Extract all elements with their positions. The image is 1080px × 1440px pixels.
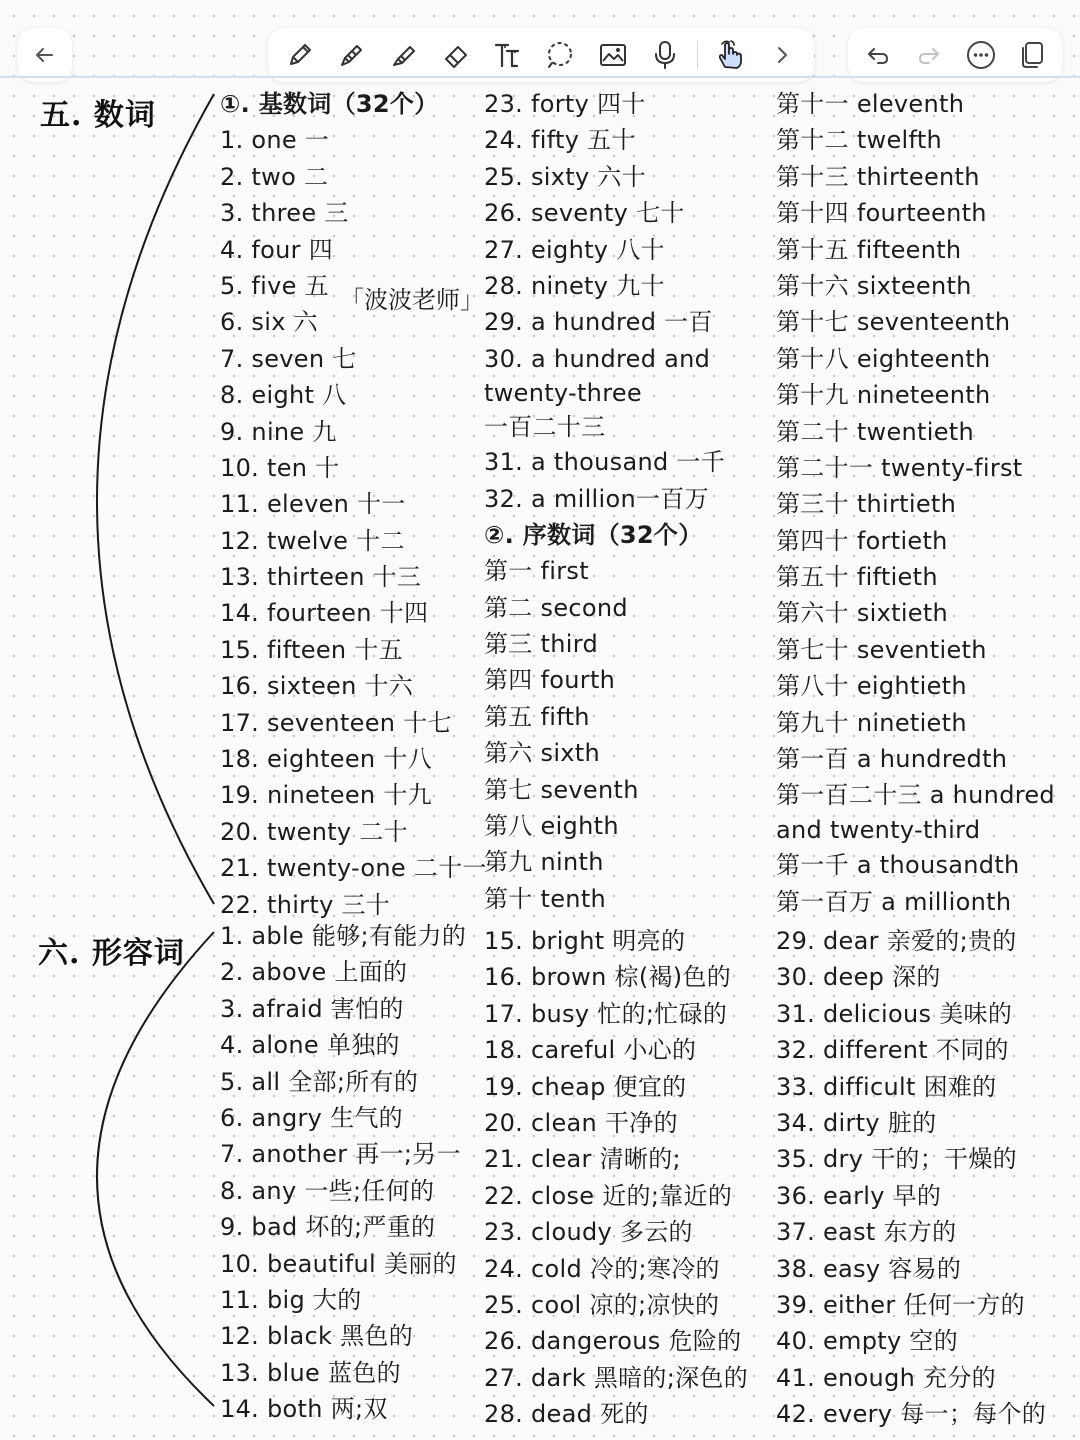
- numerals-column-2: [484, 86, 725, 917]
- touch-mode-button[interactable]: [710, 35, 750, 75]
- adjectives-column-2: [484, 923, 748, 1432]
- list-item: 28. dead 死的: [484, 1400, 649, 1429]
- pages-icon: [1017, 40, 1047, 70]
- more-button[interactable]: [961, 35, 1001, 75]
- list-item: 29. a hundred 一百: [484, 308, 713, 337]
- list-item: 42. every 每一；每个的: [776, 1400, 1047, 1429]
- eraser-icon: [440, 39, 472, 71]
- list-item: 17. busy 忙的;忙碌的: [484, 999, 728, 1028]
- list-item: 22. thirty 三十: [220, 890, 391, 919]
- image-icon: [597, 39, 629, 71]
- list-item: 31. delicious 美味的: [776, 999, 1013, 1028]
- list-item: 21. twenty-one 二十一: [220, 854, 487, 883]
- list-item: 第六十 sixtieth: [776, 599, 949, 628]
- list-item: 第十八 eighteenth: [776, 344, 991, 373]
- text-icon: [492, 39, 524, 71]
- list-item: 35. dry 干的；干燥的: [776, 1145, 1017, 1174]
- list-item: 8. eight 八: [220, 381, 347, 410]
- adjectives-heading: 六. 形容词: [38, 936, 185, 971]
- list-item: 22. close 近的;靠近的: [484, 1181, 733, 1210]
- list-item: 26. dangerous 危险的: [484, 1327, 742, 1356]
- eraser-tool-button[interactable]: [436, 35, 476, 75]
- list-item: 第九十 ninetieth: [776, 708, 967, 737]
- list-item: 1. able 能够;有能力的: [220, 922, 467, 950]
- list-item: 37. east 东方的: [776, 1218, 957, 1247]
- list-item: 34. dirty 脏的: [776, 1108, 937, 1137]
- list-item: 28. ninety 九十: [484, 271, 665, 300]
- list-item: 41. enough 充分的: [776, 1363, 996, 1392]
- numerals-column-3: [776, 86, 1055, 920]
- lasso-tool-button[interactable]: [540, 35, 580, 75]
- list-item: 14. fourteen 十四: [220, 599, 429, 628]
- list-item: 第十 tenth: [484, 884, 607, 913]
- list-item: 第一 first: [484, 557, 589, 586]
- list-item: 第七十 seventieth: [776, 635, 987, 664]
- list-item: 5. all 全部;所有的: [220, 1067, 419, 1096]
- list-item: 第八十 eightieth: [776, 672, 967, 701]
- list-item: 38. easy 容易的: [776, 1254, 962, 1283]
- list-item: 第十二 twelfth: [776, 126, 943, 155]
- top-toolbar: [0, 0, 1080, 84]
- document-actions: [848, 28, 1062, 82]
- list-item: 17. seventeen 十七: [220, 708, 452, 737]
- list-item: 16. sixteen 十六: [220, 672, 414, 701]
- list-item: 第七 seventh: [484, 775, 639, 804]
- list-item: 27. eighty 八十: [484, 235, 665, 264]
- highlighter-tool-button[interactable]: [384, 35, 424, 75]
- list-item: 2. above 上面的: [220, 958, 408, 987]
- drawing-tools: [268, 28, 814, 82]
- list-item: 36. early 早的: [776, 1181, 942, 1210]
- list-item: 30. deep 深的: [776, 963, 941, 992]
- list-item: twenty-three: [484, 379, 642, 408]
- pen-tool-button[interactable]: [280, 35, 320, 75]
- list-item: 14. both 两;双: [220, 1395, 388, 1424]
- list-item: 21. clear 清晰的;: [484, 1145, 681, 1174]
- list-item: 第三 third: [484, 630, 598, 659]
- list-item: 33. difficult 困难的: [776, 1072, 997, 1101]
- list-item: 第四 fourth: [484, 666, 616, 695]
- list-item: 第一百万 a millionth: [776, 887, 1012, 916]
- toolbar-divider: [697, 41, 698, 69]
- page-top-rule: [0, 76, 1080, 78]
- list-item: 第六 sixth: [484, 739, 601, 768]
- image-tool-button[interactable]: [593, 35, 633, 75]
- redo-button[interactable]: [909, 35, 949, 75]
- list-item: 第十六 sixteenth: [776, 271, 972, 300]
- list-item: 第一千 a thousandth: [776, 851, 1020, 880]
- list-item: 5. five 五: [220, 271, 329, 300]
- list-item: 9. bad 坏的;严重的: [220, 1213, 436, 1242]
- adjectives-brace-curve: [97, 932, 214, 1406]
- list-item: 第十九 nineteenth: [776, 381, 991, 410]
- list-item: 31. a thousand 一千: [484, 448, 726, 477]
- redo-icon: [915, 41, 943, 69]
- chevron-right-icon: [771, 44, 793, 66]
- list-item: 24. cold 冷的;寒冷的: [484, 1254, 720, 1283]
- list-item: 第九 ninth: [484, 848, 604, 877]
- list-item: 18. eighteen 十八: [220, 745, 432, 774]
- list-item: 19. cheap 便宜的: [484, 1072, 687, 1101]
- list-item: 3. afraid 害怕的: [220, 994, 404, 1023]
- list-item: 第十五 fifteenth: [776, 235, 962, 264]
- highlighter-icon: [388, 39, 420, 71]
- pen-icon: [284, 39, 316, 71]
- list-item: 12. twelve 十二: [220, 526, 405, 555]
- list-item: 13. thirteen 十三: [220, 563, 422, 592]
- undo-button[interactable]: [858, 35, 898, 75]
- marker-tool-button[interactable]: [332, 35, 372, 75]
- list-item: 13. blue 蓝色的: [220, 1358, 401, 1387]
- list-item: 8. any 一些;任何的: [220, 1176, 435, 1205]
- list-item: 7. seven 七: [220, 344, 357, 373]
- list-item: 20. clean 干净的: [484, 1108, 678, 1137]
- hand-touch-icon: [713, 38, 747, 72]
- list-item: 9. nine 九: [220, 417, 337, 446]
- list-item: 6. six 六: [220, 308, 318, 337]
- list-item: 25. sixty 六十: [484, 162, 647, 191]
- list-item: 一百二十三: [484, 412, 606, 441]
- list-item: 6. angry 生气的: [220, 1103, 403, 1132]
- list-item: 32. different 不同的: [776, 1036, 1009, 1065]
- list-item: 30. a hundred and: [484, 344, 711, 373]
- list-item: 16. brown 棕(褐)色的: [484, 963, 732, 992]
- list-item: 20. twenty 二十: [220, 817, 408, 846]
- undo-icon: [864, 41, 892, 69]
- list-item: 25. cool 凉的;凉快的: [484, 1290, 720, 1319]
- list-item: 18. careful 小心的: [484, 1036, 697, 1065]
- list-item: 第二 second: [484, 593, 628, 622]
- list-item: 2. two 二: [220, 162, 329, 191]
- note-page: [0, 84, 1080, 1440]
- more-icon: [965, 39, 997, 71]
- watermark-stamp: 「波波老师」: [340, 286, 484, 314]
- list-item: 32. a million一百万: [484, 484, 709, 513]
- list-item: 第一百二十三 a hundred: [776, 781, 1055, 810]
- list-item: 第二十一 twenty-first: [776, 453, 1023, 482]
- list-item: 第八 eighth: [484, 812, 619, 841]
- list-item: 第十七 seventeenth: [776, 308, 1011, 337]
- list-item: 23. forty 四十: [484, 90, 646, 118]
- subsection-heading: ①. 基数词（32个）: [220, 90, 439, 118]
- list-item: 15. bright 明亮的: [484, 927, 686, 955]
- list-item: and twenty-third: [776, 815, 981, 844]
- list-item: 23. cloudy 多云的: [484, 1218, 693, 1247]
- pages-button[interactable]: [1012, 35, 1052, 75]
- list-item: 第十三 thirteenth: [776, 162, 980, 191]
- list-item: 15. fifteen 十五: [220, 635, 403, 664]
- adjectives-column-1: [220, 918, 466, 1427]
- microphone-icon: [649, 39, 681, 71]
- list-item: 第五 fifth: [484, 702, 590, 731]
- list-item: 第五十 fiftieth: [776, 563, 938, 592]
- list-item: 第三十 thirtieth: [776, 490, 957, 519]
- list-item: 26. seventy 七十: [484, 199, 685, 228]
- list-item: 第十四 fourteenth: [776, 199, 987, 228]
- list-item: 10. beautiful 美丽的: [220, 1249, 457, 1278]
- list-item: 10. ten 十: [220, 453, 340, 482]
- list-item: 7. another 再一;另一: [220, 1140, 461, 1169]
- back-arrow-icon: [32, 42, 58, 68]
- marker-icon: [336, 39, 368, 71]
- numerals-column-1: [220, 86, 487, 923]
- text-tool-button[interactable]: [488, 35, 528, 75]
- list-item: 40. empty 空的: [776, 1327, 959, 1356]
- list-item: 27. dark 黑暗的;深色的: [484, 1363, 749, 1392]
- list-item: 24. fifty 五十: [484, 126, 636, 155]
- list-item: 第十一 eleventh: [776, 90, 965, 118]
- list-item: 39. either 任何一方的: [776, 1290, 1025, 1319]
- list-item: 第一百 a hundredth: [776, 745, 1008, 774]
- subsection-heading: ②. 序数词（32个）: [484, 520, 703, 549]
- list-item: 11. eleven 十一: [220, 490, 406, 519]
- list-item: 第二十 twentieth: [776, 417, 975, 446]
- list-item: 12. black 黑色的: [220, 1322, 414, 1351]
- list-item: 4. alone 单独的: [220, 1031, 400, 1060]
- microphone-tool-button[interactable]: [645, 35, 685, 75]
- list-item: 3. three 三: [220, 199, 349, 228]
- adjectives-column-3: [776, 923, 1046, 1432]
- lasso-icon: [544, 39, 576, 71]
- list-item: 11. big 大的: [220, 1285, 362, 1314]
- list-item: 4. four 四: [220, 235, 334, 264]
- list-item: 29. dear 亲爱的;贵的: [776, 927, 1017, 955]
- numerals-heading: 五. 数词: [40, 98, 156, 133]
- more-tools-button[interactable]: [762, 35, 802, 75]
- numerals-brace-curve: [97, 94, 214, 904]
- list-item: 19. nineteen 十九: [220, 781, 432, 810]
- back-button[interactable]: [18, 28, 72, 82]
- list-item: 第四十 fortieth: [776, 526, 948, 555]
- list-item: 1. one 一: [220, 126, 330, 155]
